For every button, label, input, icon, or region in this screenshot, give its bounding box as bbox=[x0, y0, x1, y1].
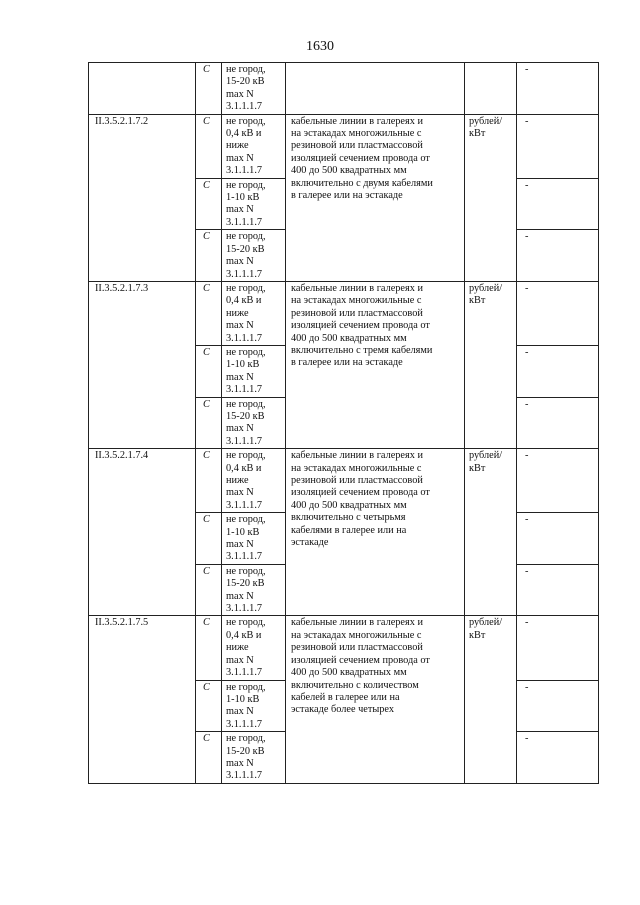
description-cell: кабельные линии в галереях и на эстакадах многожильные с резиновой или пластмассовой изоляцией сечением провода от 400 до 500 квадратных мм включительно с количеством кабелей в галерее или на эстакаде более четырех bbox=[286, 616, 465, 783]
table-row bbox=[89, 449, 599, 513]
code-cell: II.3.5.2.1.7.4 bbox=[89, 449, 196, 616]
condition-cell: не город, 15-20 кВ max N 3.1.1.1.7 bbox=[222, 564, 286, 616]
description-cell bbox=[286, 63, 465, 115]
table-body bbox=[89, 63, 599, 784]
condition-cell: не город, 0,4 кВ и ниже max N 3.1.1.1.7 bbox=[222, 449, 286, 513]
condition-cell: не город, 0,4 кВ и ниже max N 3.1.1.1.7 bbox=[222, 616, 286, 680]
value-cell: - bbox=[517, 63, 599, 115]
unit-cell: рублей/ кВт bbox=[465, 281, 517, 448]
c-label-cell: C bbox=[196, 63, 222, 115]
c-label-cell: C bbox=[196, 397, 222, 449]
description-cell: кабельные линии в галереях и на эстакадах многожильные с резиновой или пластмассовой изоляцией сечением провода от 400 до 500 квадратных мм включительно с двумя кабелями в галерее или на эстакаде bbox=[286, 114, 465, 281]
code-cell: II.3.5.2.1.7.5 bbox=[89, 616, 196, 783]
table-row bbox=[89, 63, 599, 115]
c-label-cell: C bbox=[196, 680, 222, 732]
value-cell: - bbox=[517, 732, 599, 784]
unit-cell: рублей/ кВт bbox=[465, 114, 517, 281]
value-cell: - bbox=[517, 449, 599, 513]
condition-cell: не город, 15-20 кВ max N 3.1.1.1.7 bbox=[222, 63, 286, 115]
condition-cell: не город, 1-10 кВ max N 3.1.1.1.7 bbox=[222, 178, 286, 230]
value-cell: - bbox=[517, 616, 599, 680]
value-cell: - bbox=[517, 281, 599, 345]
value-cell: - bbox=[517, 564, 599, 616]
condition-cell: не город, 15-20 кВ max N 3.1.1.1.7 bbox=[222, 397, 286, 449]
c-label-cell: C bbox=[196, 513, 222, 565]
tariff-table bbox=[88, 62, 599, 784]
table-row bbox=[89, 616, 599, 680]
value-cell: - bbox=[517, 345, 599, 397]
value-cell: - bbox=[517, 397, 599, 449]
value-cell: - bbox=[517, 513, 599, 565]
code-cell: II.3.5.2.1.7.2 bbox=[89, 114, 196, 281]
c-label-cell: C bbox=[196, 230, 222, 282]
value-cell: - bbox=[517, 178, 599, 230]
condition-cell: не город, 0,4 кВ и ниже max N 3.1.1.1.7 bbox=[222, 114, 286, 178]
condition-cell: не город, 1-10 кВ max N 3.1.1.1.7 bbox=[222, 513, 286, 565]
table-row bbox=[89, 281, 599, 345]
unit-cell bbox=[465, 63, 517, 115]
table-row bbox=[89, 114, 599, 178]
c-label-cell: C bbox=[196, 564, 222, 616]
unit-cell: рублей/ кВт bbox=[465, 449, 517, 616]
condition-cell: не город, 15-20 кВ max N 3.1.1.1.7 bbox=[222, 732, 286, 784]
c-label-cell: C bbox=[196, 281, 222, 345]
unit-cell: рублей/ кВт bbox=[465, 616, 517, 783]
page-number: 1630 bbox=[306, 39, 334, 54]
condition-cell: не город, 15-20 кВ max N 3.1.1.1.7 bbox=[222, 230, 286, 282]
c-label-cell: C bbox=[196, 114, 222, 178]
c-label-cell: C bbox=[196, 178, 222, 230]
description-cell: кабельные линии в галереях и на эстакадах многожильные с резиновой или пластмассовой изоляцией сечением провода от 400 до 500 квадратных мм включительно с тремя кабелями в галерее или на эстакаде bbox=[286, 281, 465, 448]
description-cell: кабельные линии в галереях и на эстакадах многожильные с резиновой или пластмассовой изоляцией сечением провода от 400 до 500 квадратных мм включительно с четырьмя кабелями в галерее или на эстакаде bbox=[286, 449, 465, 616]
condition-cell: не город, 1-10 кВ max N 3.1.1.1.7 bbox=[222, 680, 286, 732]
code-cell: II.3.5.2.1.7.3 bbox=[89, 281, 196, 448]
c-label-cell: C bbox=[196, 616, 222, 680]
condition-cell: не город, 0,4 кВ и ниже max N 3.1.1.1.7 bbox=[222, 281, 286, 345]
value-cell: - bbox=[517, 230, 599, 282]
c-label-cell: C bbox=[196, 345, 222, 397]
c-label-cell: C bbox=[196, 732, 222, 784]
value-cell: - bbox=[517, 680, 599, 732]
condition-cell: не город, 1-10 кВ max N 3.1.1.1.7 bbox=[222, 345, 286, 397]
code-cell bbox=[89, 63, 196, 115]
value-cell: - bbox=[517, 114, 599, 178]
c-label-cell: C bbox=[196, 449, 222, 513]
